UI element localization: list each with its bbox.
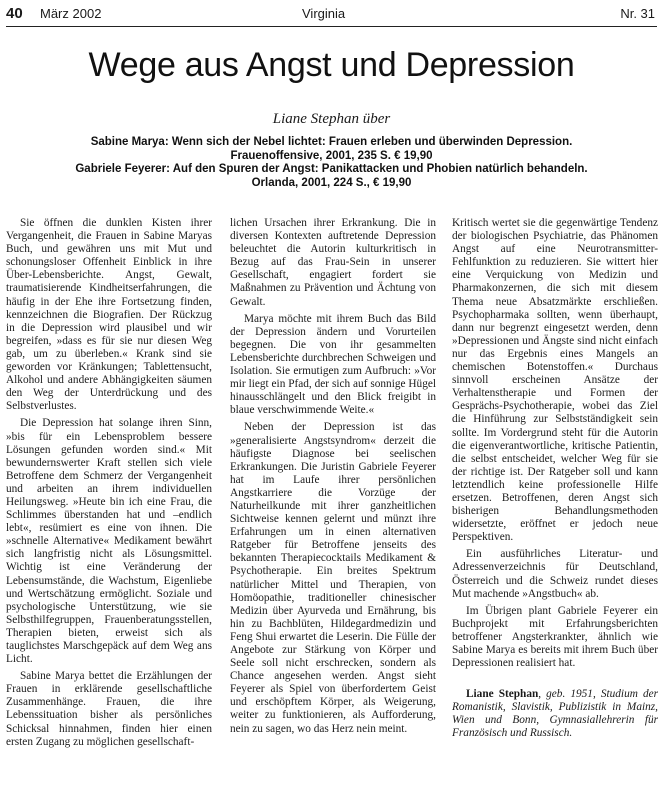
paragraph: Sabine Marya bettet die Erzählungen der Frauen in erklärende gesellschaftliche Zusammenhänge. Frauen, die ihre Lebenssituation bisher als persönliches Schicksal hinnahmen, finden hier einen ersten Zugang zu möglichen gesellschaft- (6, 670, 212, 748)
author-bio-text: , geb. 1951, Studium der Romanistik, Slavistik, Publizistik in Mainz, Wien und Bonn, Gymnasiallehrerin für Französisch und Russisch. (452, 688, 658, 740)
issue-number: Nr. 31 (620, 6, 655, 21)
author-name: Liane Stephan (466, 688, 539, 701)
book-1-publisher-line: Frauenoffensive, 2001, 235 S. € 19,90 (230, 149, 433, 162)
page-header (6, 4, 657, 27)
paragraph: Sie öffnen die dunklen Kisten ihrer Vergangenheit, die Frauen in Sabine Maryas Buch, und gewähren uns mit Mut und schonungsloser Offenheit Einblick in ihre Über-Lebensberichte. Angst, Gewalt, traumatisierende Kindheitserfahrungen, die häufig in der Ehe ihre Fortsetzung finden, kennzeichnen die Biografien. Der Rückzug in die Depression wird plausibel und wir begreifen, »dass es für sie nur diesen Weg gab, um zu überleben.« Krank sind sie geworden vor Kränkungen; Tablettensucht, Alkohol und andere Abhängigkeiten säumen den Weg der Unterdrückung und des Selbstverlustes. (6, 217, 212, 413)
book-1-title-line: Sabine Marya: Wenn sich der Nebel lichtet: Frauen erleben und überwinden Depression. (90, 136, 573, 148)
publication-name: Virginia (302, 6, 346, 21)
issue-date: März 2002 (40, 6, 102, 21)
paragraph: Die Depression hat solange ihren Sinn, »bis für ein Lebensproblem bessere Lösungen gefunden worden sind.« Mit bewundernswerter Kraft stellen sich viele Betroffene dem Schmerz der Vergangenheit und arbeiten an ihrem individuellen Heilungsweg. »Heute bin ich eine Frau, die Schlimmes überstanden hat und –endlich lebt«, resümiert es eine von ihnen. Die »schnelle Alternative« Medikament bewährt sich langfristig nicht als Lösungsmittel. Wichtig ist eine Veränderung der Lebensumstände, die Wachstum, Eigenliebe und Wertschätzung ermöglicht. Soziale und psychologische Unterstützung, wie sie Selbsthilfegruppen, Frauenberatungsstellen, Therapien bieten, erweist sich als tauglichstes Marschgepäck auf dem Weg ans Licht. (6, 417, 212, 666)
book-2-title-line: Gabriele Feyerer: Auf den Spuren der Angst: Panikattacken und Phobien natürlich behandeln. (75, 163, 588, 175)
article-title: Wege aus Angst und Depression (88, 46, 575, 84)
paragraph: Im Übrigen plant Gabriele Feyerer ein Buchprojekt mit Erfahrungsberichten betroffener Angsterkrankter, ähnlich wie Sabine Marya es bereits mit ihrem Buch über Depressionen realisiert hat. (452, 604, 658, 670)
page-number: 40 (6, 5, 23, 22)
article-byline: Liane Stephan über (272, 111, 391, 127)
author-bio (452, 688, 658, 740)
paragraph: Marya möchte mit ihrem Buch das Bild der Depression ändern und Vorurteilen begegnen. Die von ihr gesammelten Lebensberichte durchbrechen Schweigen und Isolation. Sie ermutigen zum Aufbruch: »Vor mir liegt ein Pfad, der sich auf sonnige Hügel hinausschlängelt und den Blick freigibt in blaue verschwimmende Weite.« (230, 312, 436, 417)
text-column-1 (6, 217, 212, 749)
book-2-publisher-line: Orlanda, 2001, 224 S., € 19,90 (251, 176, 412, 189)
paragraph: Kritisch wertet sie die gegenwärtige Tendenz der biologischen Psychiatrie, das Phänomen Angst auf eine Neurotransmitter-Fehlfunktion zu reduzieren. Sie wittert hier eine Verquickung von Medizin und Pharmakonzernen, die sich mit diesem Thema neue Absatzmärkte erschließen. Psychopharmaka sollten, wenn überhaupt, dann nur begrenzt eingesetzt werden, denn »Depressionen und Ängste sind nicht einfach nur das Ergebnis eines Mangels an chemischen Botenstoffen.« Durchaus sinnvoll erscheinen Ansätze der Verhaltenstherapie und Formen der Gesprächs-Psychotherapie, wobei das Ziel die Hinführung zur Selbstständigkeit sein sollte. Im Vordergrund steht für die Autorin die eigenverantwortliche, kritische Patientin, die selbst entscheidet, welcher Weg für sie der richtige ist. Der Ratgeber soll und kann letztendlich keine professionelle Hilfe ersetzen. Betroffenen, deren Angst sich bisherigen Behandlungsmethoden widersetzte, eröffnet er jedoch neue Perspektiven. (452, 217, 658, 544)
reviewed-books (0, 136, 663, 190)
paragraph: lichen Ursachen ihrer Erkrankung. Die in diversen Kontexten auftretende Depression beleuchtet die Autorin kulturkritisch in Bezug auf das Frau-Sein in unserer Gesellschaft, engagiert fordert sie Maßnahmen zu Prävention und Ächtung von Gewalt. (230, 217, 436, 308)
paragraph: Neben der Depression ist das »generalisierte Angstsyndrom« derzeit die häufigste Diagnose bei seelischen Erkrankungen. Die Juristin Gabriele Feyerer hat im Laufe ihrer persönlichen Angstkarriere die Vorzüge der Naturheilkunde mit ihrer ganzheitlichen Sichtweise kennen gelernt und münzt ihre Erfahrungen um in einen alternativen Ratgeber für Betroffene jenseits des bekannten Therapiecocktails Medikament & Psychotherapie. Ein breites Spektrum natürlicher Mittel und Therapien, von Homöopathie, traditioneller chinesischer Medizin über Ayurveda und Ernährung, bis hin zu Bachblüten, Hildegardmedizin und Feng Shui erwartet die Leserin. Die Fülle der Angebote zur Stärkung von Körper und Seele soll nicht erschrecken, sondern als Chance angesehen werden. Angst sieht Feyerer als Spiel von überfordertem Geist und erschöpftem Körper, als Weigerung, weiter zu funktionieren, als Aufforderung, nein zu sagen, wo das Herz nein meint. (230, 421, 436, 735)
text-column-3 (452, 217, 658, 741)
text-column-2 (230, 217, 436, 736)
paragraph: Ein ausführliches Literatur- und Adressenverzeichnis für Deutschland, Österreich und die Schweiz rundet dieses Mut machende »Angstbuch« ab. (452, 548, 658, 600)
